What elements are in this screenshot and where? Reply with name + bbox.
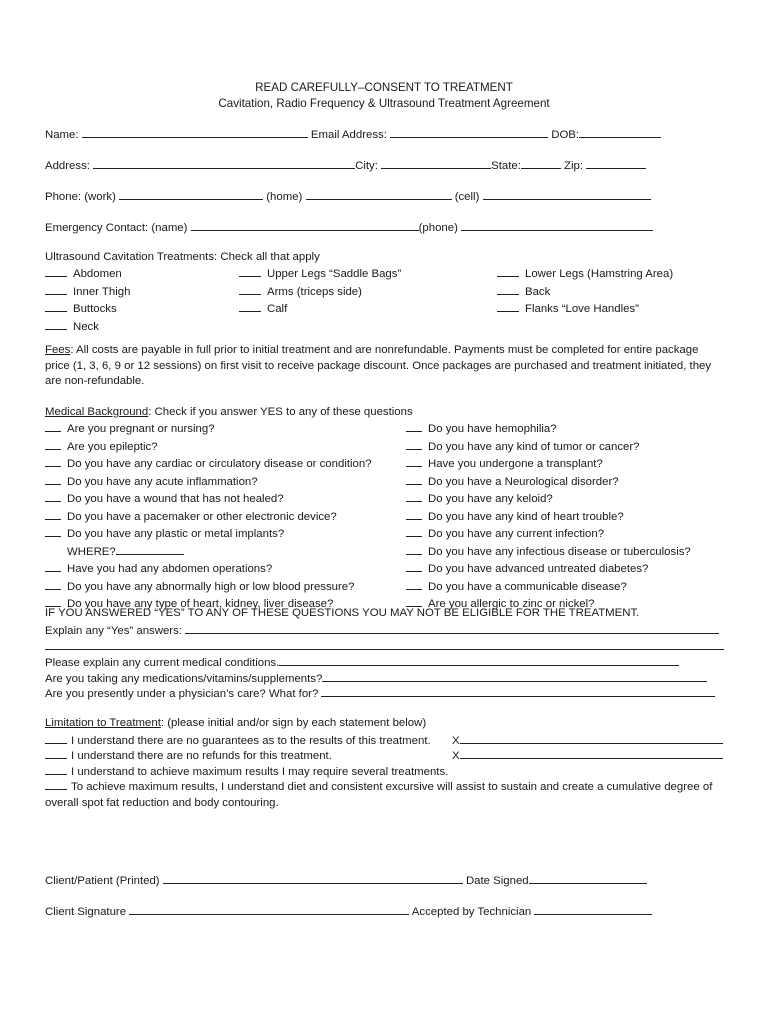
x-mark: X — [452, 735, 460, 747]
zip-label: Zip: — [564, 160, 584, 172]
treatment-option[interactable]: Arms (triceps side) — [239, 283, 401, 301]
current-conditions-row — [45, 654, 679, 672]
phone-row — [45, 188, 651, 206]
question-row[interactable]: Are you pregnant or nursing? — [45, 420, 372, 438]
name-row — [45, 126, 661, 144]
statement-signature-field[interactable] — [460, 747, 723, 759]
checkbox-blank[interactable] — [239, 265, 261, 277]
emergency-name-field[interactable] — [191, 219, 419, 231]
explain-row — [45, 622, 719, 640]
cavitation-heading: Ultrasound Cavitation Treatments: Check all that apply — [45, 251, 320, 263]
eligibility-warning: IF YOU ANSWERED “YES” TO ANY OF THESE QUESTIONS YOU MAY NOT BE ELIGIBLE FOR THE TREATMENT. — [45, 607, 640, 619]
explain-label: Explain any “Yes” answers: — [45, 625, 182, 637]
form-title: READ CAREFULLY–CONSENT TO TREATMENT — [255, 81, 513, 94]
checkbox-blank[interactable] — [45, 578, 61, 590]
statement-row: I understand to achieve maximum results I may require several treatments. — [45, 763, 448, 781]
checkbox-blank[interactable] — [497, 283, 519, 295]
question-row[interactable]: Do you have a communicable disease? — [406, 578, 691, 596]
treatment-option[interactable]: Inner Thigh — [45, 283, 130, 301]
emergency-row — [45, 219, 653, 237]
question-row[interactable]: Do you have any keloid? — [406, 490, 691, 508]
fees-paragraph — [45, 343, 725, 390]
treatment-option[interactable]: Upper Legs “Saddle Bags” — [239, 265, 401, 283]
current-conditions-label: Please explain any current medical conditions. — [45, 657, 280, 669]
home-phone-label: (home) — [266, 191, 303, 203]
question-row[interactable]: Do you have any acute inflammation? — [45, 473, 372, 491]
checkbox-blank[interactable] — [497, 300, 519, 312]
treatment-option[interactable]: Flanks “Love Handles” — [497, 300, 673, 318]
checkbox-blank[interactable] — [45, 560, 61, 572]
initial-blank[interactable] — [45, 747, 67, 759]
where-field[interactable] — [116, 543, 184, 555]
treatment-option[interactable]: Back — [497, 283, 673, 301]
technician-label: Accepted by Technician — [411, 906, 532, 918]
initial-blank[interactable] — [45, 732, 67, 744]
explain-field[interactable] — [185, 622, 719, 634]
emergency-phone-label: (phone) — [418, 222, 458, 234]
technician-field[interactable] — [534, 903, 652, 915]
medical-left-column — [45, 420, 372, 613]
x-mark: X — [452, 750, 460, 762]
address-row — [45, 157, 646, 175]
checkbox-blank[interactable] — [45, 438, 61, 450]
statement-row: I understand there are no refunds for this treatment. — [45, 747, 332, 765]
city-field[interactable] — [381, 157, 491, 169]
physician-label: Are you presently under a physician’s care? What for? — [45, 688, 319, 700]
cell-phone-field[interactable] — [483, 188, 651, 200]
statement-signature-field[interactable] — [460, 732, 723, 744]
medical-heading: Medical Background: Check if you answer YES to any of these questions — [45, 406, 413, 418]
question-row[interactable]: Do you have any type of heart, kidney, liver disease? — [45, 595, 372, 613]
treatment-option[interactable]: Calf — [239, 300, 401, 318]
checkbox-blank[interactable] — [45, 508, 61, 520]
name-label: Name: — [45, 129, 79, 141]
name-field[interactable] — [82, 126, 308, 138]
checkbox-blank[interactable] — [406, 560, 422, 572]
client-signature-label: Client Signature — [45, 906, 127, 918]
home-phone-field[interactable] — [306, 188, 452, 200]
city-label: City: — [355, 160, 378, 172]
email-field[interactable] — [390, 126, 548, 138]
dob-field[interactable] — [579, 126, 661, 138]
email-label: Email Address: — [310, 129, 387, 141]
question-row[interactable]: Are you epileptic? — [45, 438, 372, 456]
checkbox-blank[interactable] — [45, 525, 61, 537]
checkbox-blank[interactable] — [45, 473, 61, 485]
question-row[interactable]: Do you have a pacemaker or other electronic device? — [45, 508, 372, 526]
cavitation-col1 — [45, 265, 130, 335]
cell-phone-label: (cell) — [454, 191, 480, 203]
question-row[interactable]: Are you allergic to zinc or nickel? — [406, 595, 691, 613]
question-row[interactable]: Do you have any kind of heart trouble? — [406, 508, 691, 526]
medications-label: Are you taking any medications/vitamins/supplements? — [45, 673, 323, 685]
checkbox-blank[interactable] — [406, 420, 422, 432]
physician-row — [45, 685, 715, 703]
zip-field[interactable] — [586, 157, 646, 169]
fees-text: : All costs are payable in full prior to initial treatment and are nonrefundable. Payments must be completed for entire package price (1, 3, 6, 9 or 12 sessions) on first visit to receive package discount. Once packages are purchased and treatment initiated, they are non-refundable. — [45, 344, 712, 387]
checkbox-blank[interactable] — [239, 300, 261, 312]
medications-field[interactable] — [322, 670, 707, 682]
state-label: State: — [491, 160, 521, 172]
checkbox-blank[interactable] — [45, 265, 67, 277]
checkbox-blank[interactable] — [45, 318, 67, 330]
checkbox-blank[interactable] — [406, 525, 422, 537]
checkbox-blank[interactable] — [45, 490, 61, 502]
statement-row: To achieve maximum results, I understand diet and consistent excursive will assist to sustain and create a cumulative degree of overall spot fat reduction and body contouring. — [45, 778, 725, 811]
question-row[interactable]: Do you have any current infection? — [406, 525, 691, 543]
medical-right-column — [406, 420, 691, 613]
question-row[interactable]: Do you have any kind of tumor or cancer? — [406, 438, 691, 456]
treatment-option[interactable]: Neck — [45, 318, 130, 336]
question-row[interactable]: Do you have a Neurological disorder? — [406, 473, 691, 491]
statement-row: I understand there are no guarantees as to the results of this treatment. — [45, 732, 431, 750]
client-signature-field[interactable] — [129, 903, 409, 915]
checkbox-blank[interactable] — [406, 578, 422, 590]
question-row[interactable]: Do you have any abnormally high or low blood pressure? — [45, 578, 372, 596]
initial-blank[interactable] — [45, 763, 67, 775]
work-phone-field[interactable] — [119, 188, 263, 200]
fees-label: Fees — [45, 344, 71, 356]
form-subtitle: Cavitation, Radio Frequency & Ultrasound Treatment Agreement — [218, 97, 550, 110]
emergency-phone-field[interactable] — [461, 219, 653, 231]
checkbox-blank[interactable] — [406, 508, 422, 520]
printed-name-row — [45, 872, 647, 890]
checkbox-blank[interactable] — [45, 283, 67, 295]
signature-row — [45, 903, 652, 921]
checkbox-blank[interactable] — [45, 455, 61, 467]
explain-field-continued[interactable] — [45, 638, 724, 650]
work-phone-label: Phone: (work) — [45, 191, 116, 203]
checkbox-blank[interactable] — [406, 543, 422, 555]
printed-name-label: Client/Patient (Printed) — [45, 875, 160, 887]
treatment-option[interactable]: Lower Legs (Hamstring Area) — [497, 265, 673, 283]
state-field[interactable] — [521, 157, 561, 169]
dob-label: DOB: — [551, 129, 580, 141]
printed-name-field[interactable] — [163, 872, 463, 884]
question-row[interactable]: Do you have any cardiac or circulatory disease or condition? — [45, 455, 372, 473]
question-row[interactable]: Have you had any abdomen operations? — [45, 560, 372, 578]
treatment-option[interactable]: Abdomen — [45, 265, 130, 283]
question-row[interactable]: Do you have advanced untreated diabetes? — [406, 560, 691, 578]
emergency-name-label: Emergency Contact: (name) — [45, 222, 188, 234]
question-row[interactable]: Do you have a wound that has not healed? — [45, 490, 372, 508]
treatment-option[interactable]: Buttocks — [45, 300, 130, 318]
cavitation-col2 — [239, 265, 401, 318]
explain-row-continued — [45, 638, 724, 656]
date-signed-field[interactable] — [529, 872, 647, 884]
physician-field[interactable] — [321, 685, 715, 697]
checkbox-blank[interactable] — [406, 438, 422, 450]
checkbox-blank[interactable] — [406, 490, 422, 502]
cavitation-col3 — [497, 265, 673, 318]
checkbox-blank[interactable] — [497, 265, 519, 277]
checkbox-blank[interactable] — [45, 420, 61, 432]
current-conditions-field[interactable] — [279, 654, 679, 666]
date-signed-label: Date Signed — [465, 875, 529, 887]
where-label: WHERE? — [67, 545, 116, 558]
initial-blank[interactable] — [45, 778, 67, 790]
signature-x-row — [452, 747, 723, 765]
limitation-heading: Limitation to Treatment: (please initial and/or sign by each statement below) — [45, 717, 427, 729]
question-row[interactable]: Do you have hemophilia? — [406, 420, 691, 438]
where-row — [45, 543, 372, 561]
checkbox-blank[interactable] — [45, 300, 67, 312]
address-field[interactable] — [93, 157, 355, 169]
question-row[interactable]: Do you have any infectious disease or tuberculosis? — [406, 543, 691, 561]
question-row[interactable]: Have you undergone a transplant? — [406, 455, 691, 473]
address-label: Address: — [45, 160, 90, 172]
checkbox-blank[interactable] — [406, 455, 422, 467]
checkbox-blank[interactable] — [239, 283, 261, 295]
question-row[interactable]: Do you have any plastic or metal implants? — [45, 525, 372, 543]
checkbox-blank[interactable] — [406, 473, 422, 485]
